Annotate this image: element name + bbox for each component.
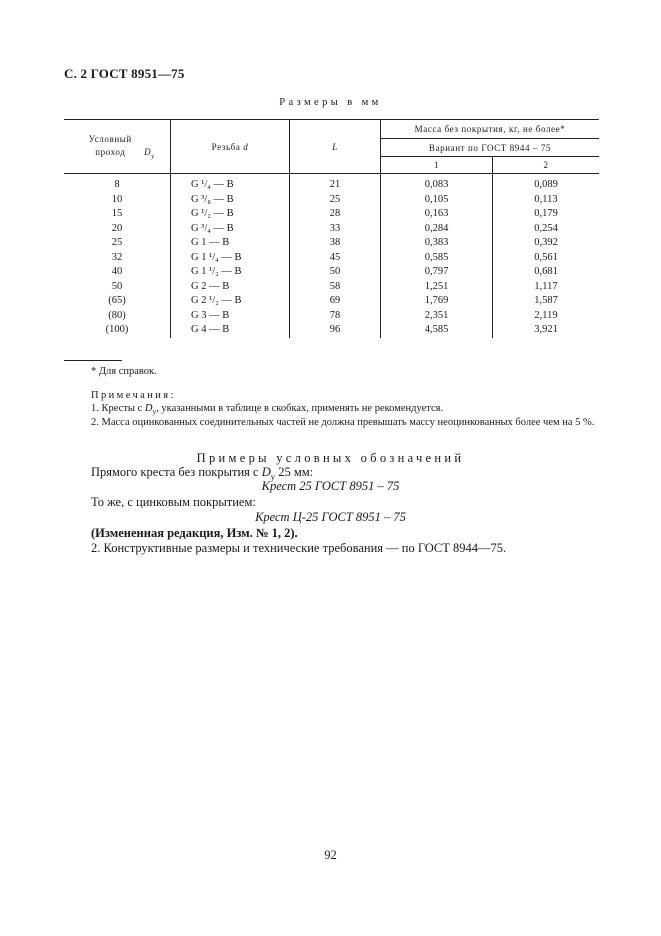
cell-mass-1: 4,585 <box>381 323 493 338</box>
cell-length: 78 <box>290 309 381 324</box>
section-2: 2. Конструктивные размеры и технические требования — по ГОСТ 8944—75. <box>91 541 507 555</box>
cell-length: 25 <box>290 193 381 208</box>
cell-nominal: 25 <box>111 237 123 248</box>
cell-mass-1: 0,797 <box>381 265 493 280</box>
table-row <box>64 207 599 222</box>
cell-length: 58 <box>290 280 381 295</box>
cell-mass-2: 0,561 <box>493 251 600 266</box>
footnote: * Для справок. <box>91 366 157 377</box>
cell-length: 38 <box>290 236 381 251</box>
cell-thread: G 2 ¹/₂ — B <box>171 294 290 309</box>
cell-nominal: 8 <box>114 179 120 190</box>
dimensions-caption: Размеры в мм <box>279 97 382 108</box>
cell-thread: G 1 ¹/₄ — B <box>171 251 290 266</box>
cell-thread: G ³/₈ — B <box>171 193 290 208</box>
cell-length: 96 <box>290 323 381 338</box>
example-2-text: То же, с цинковым покрытием: <box>91 495 256 509</box>
header-thread: Резьба d <box>171 120 290 174</box>
cell-nominal: 15 <box>111 208 123 219</box>
table-row <box>64 280 599 295</box>
cell-thread: G 1 ¹/₂ — B <box>171 265 290 280</box>
cell-mass-2: 0,089 <box>493 174 600 193</box>
cell-length: 69 <box>290 294 381 309</box>
cell-mass-2: 1,587 <box>493 294 600 309</box>
table-row <box>64 174 599 193</box>
cell-thread: G ¹/₄ — B <box>171 174 290 193</box>
header-nominal <box>64 120 171 174</box>
cell-thread: G 3 — B <box>171 309 290 324</box>
table-row <box>64 193 599 208</box>
cell-mass-2: 0,113 <box>493 193 600 208</box>
cell-mass-2: 0,681 <box>493 265 600 280</box>
cell-length: 50 <box>290 265 381 280</box>
cell-mass-1: 1,769 <box>381 294 493 309</box>
cell-nominal: (80) <box>108 309 126 321</box>
cell-mass-2: 2,119 <box>493 309 600 324</box>
cell-nominal: (65) <box>108 295 126 306</box>
cell-nominal: 40 <box>111 266 123 277</box>
cell-mass-1: 0,163 <box>381 207 493 222</box>
cell-nominal: 10 <box>111 193 123 205</box>
table-row <box>64 251 599 266</box>
cell-mass-1: 0,585 <box>381 251 493 266</box>
table-row <box>64 294 599 309</box>
table-row <box>64 265 599 280</box>
cell-mass-2: 0,179 <box>493 207 600 222</box>
cell-length: 28 <box>290 207 381 222</box>
cell-thread: G 1 — B <box>171 236 290 251</box>
cell-nominal: 20 <box>111 222 123 234</box>
cell-mass-1: 0,105 <box>381 193 493 208</box>
notes-title: Примечания: <box>91 390 176 401</box>
header-variant-1: 1 <box>381 157 493 174</box>
cell-mass-1: 0,383 <box>381 236 493 251</box>
cell-mass-1: 1,251 <box>381 280 493 295</box>
dimensions-table <box>64 119 599 338</box>
example-1-text: Прямого креста без покрытия с $D_y$ 25 мм: <box>91 465 314 482</box>
cell-thread: G 2 — B <box>171 280 290 295</box>
amendment-note: (Измененная редакция, Изм. № 1, 2). <box>91 526 298 540</box>
note-1: 1. Кресты с $D_y$, указанными в таблице в скобках, применять не рекомендуется. <box>91 403 444 417</box>
table-row <box>64 323 599 338</box>
cell-thread: G ³/₄ — B <box>171 222 290 237</box>
header-variant-2: 2 <box>493 157 600 174</box>
examples-title: Примеры условных обозначений <box>196 451 465 465</box>
header-length: L <box>290 120 381 174</box>
cell-thread: G ¹/₂ — B <box>171 207 290 222</box>
example-1-formula: Крест 25 ГОСТ 8951 – 75 <box>261 479 400 493</box>
table-row <box>64 309 599 324</box>
cell-thread: G 4 — B <box>171 323 290 338</box>
note-2: 2. Масса оцинкованных соединительных частей не должна превышать массу неоцинкованных более чем на 5 %. <box>91 417 595 428</box>
cell-length: 33 <box>290 222 381 237</box>
cell-mass-2: 0,392 <box>493 236 600 251</box>
example-2-formula: Крест Ц-25 ГОСТ 8951 – 75 <box>255 510 406 524</box>
header-variant: Вариант по ГОСТ 8944 – 75 <box>381 139 600 157</box>
cell-nominal: 50 <box>111 280 123 292</box>
header-nominal-label: Условный проход <box>88 134 132 158</box>
footnote-divider <box>64 360 122 361</box>
page-header: С. 2 ГОСТ 8951—75 <box>64 66 185 81</box>
page-number: 92 <box>324 848 337 862</box>
cell-mass-1: 0,284 <box>381 222 493 237</box>
cell-mass-2: 0,254 <box>493 222 600 237</box>
cell-nominal: (100) <box>105 324 129 335</box>
table-row <box>64 222 599 237</box>
cell-length: 45 <box>290 251 381 266</box>
header-mass: Масса без покрытия, кг, не более* <box>381 120 600 139</box>
cell-mass-1: 0,083 <box>381 174 493 193</box>
cell-nominal: 32 <box>111 251 123 263</box>
cell-mass-2: 1,117 <box>493 280 600 295</box>
cell-mass-1: 2,351 <box>381 309 493 324</box>
table-row <box>64 236 599 251</box>
header-dy: $D_y$ <box>144 147 155 160</box>
cell-length: 21 <box>290 174 381 193</box>
cell-mass-2: 3,921 <box>493 323 600 338</box>
